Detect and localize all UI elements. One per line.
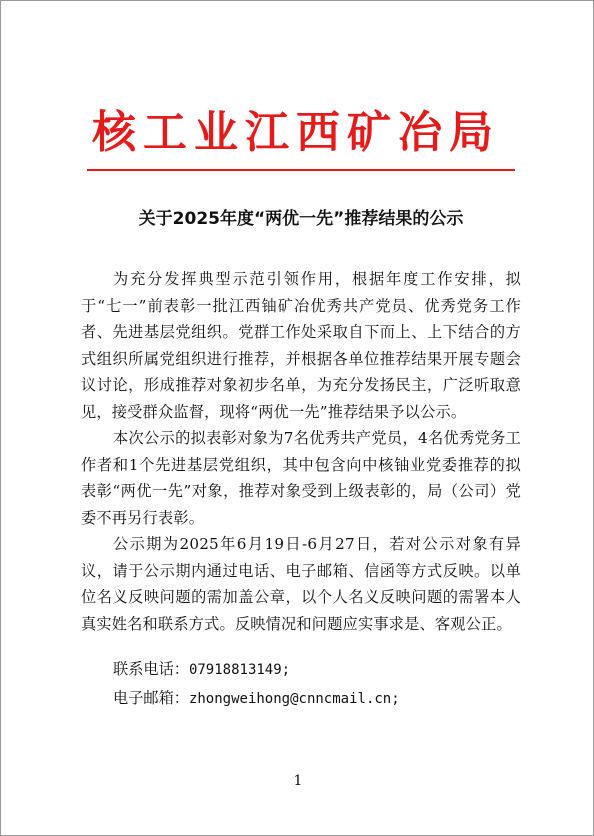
notice-body bbox=[81, 266, 521, 637]
phone-number: 07918813149; bbox=[188, 662, 291, 678]
email-label: 电子邮箱： bbox=[113, 689, 189, 707]
paragraph-candidates: 本次公示的拟表彰对象为7名优秀共产党员，4名优秀党务工作者和1个先进基层党组织，其中包含向中核铀业党委推荐的拟表彰“两优一先”对象，推荐对象受到上级表彰的，局（公司）党委不再另行表彰。 bbox=[81, 429, 521, 527]
contact-phone bbox=[113, 656, 533, 683]
phone-label: 联系电话： bbox=[113, 660, 189, 678]
email-address: zhongweihong@cnncmail.cn; bbox=[188, 691, 400, 707]
header-red-rule bbox=[87, 169, 515, 171]
paragraph-purpose: 为充分发挥典型示范引领作用，根据年度工作安排，拟于“七一”前表彰一批江西铀矿冶优秀共产党员、优秀党务工作者、先进基层党组织。党群工作处采取自下而上、上下结合的方式组织所属党组织进行推荐，并根据各单位推荐结果开展专题会议讨论，形成推荐对象初步名单，为充分发扬民主，广泛听取意见，接受群众监督，现将“两优一先”推荐结果予以公示。 bbox=[81, 270, 521, 421]
page-number: 1 bbox=[293, 773, 303, 789]
notice-title: 关于2025年度“两优一先”推荐结果的公示 bbox=[138, 209, 464, 229]
organization-header: 核工业江西矿冶局 bbox=[92, 107, 500, 158]
paragraph-period: 公示期为2025年6月19日-6月27日，若对公示对象有异议，请于公示期内通过电话、电子邮箱、信函等方式反映。以单位名义反映问题的需加盖公章，以个人名义反映问题的需署本人真实姓名和联系方式。反映情况和问题应实事求是、客观公正。 bbox=[81, 535, 521, 633]
contact-email bbox=[113, 685, 533, 712]
